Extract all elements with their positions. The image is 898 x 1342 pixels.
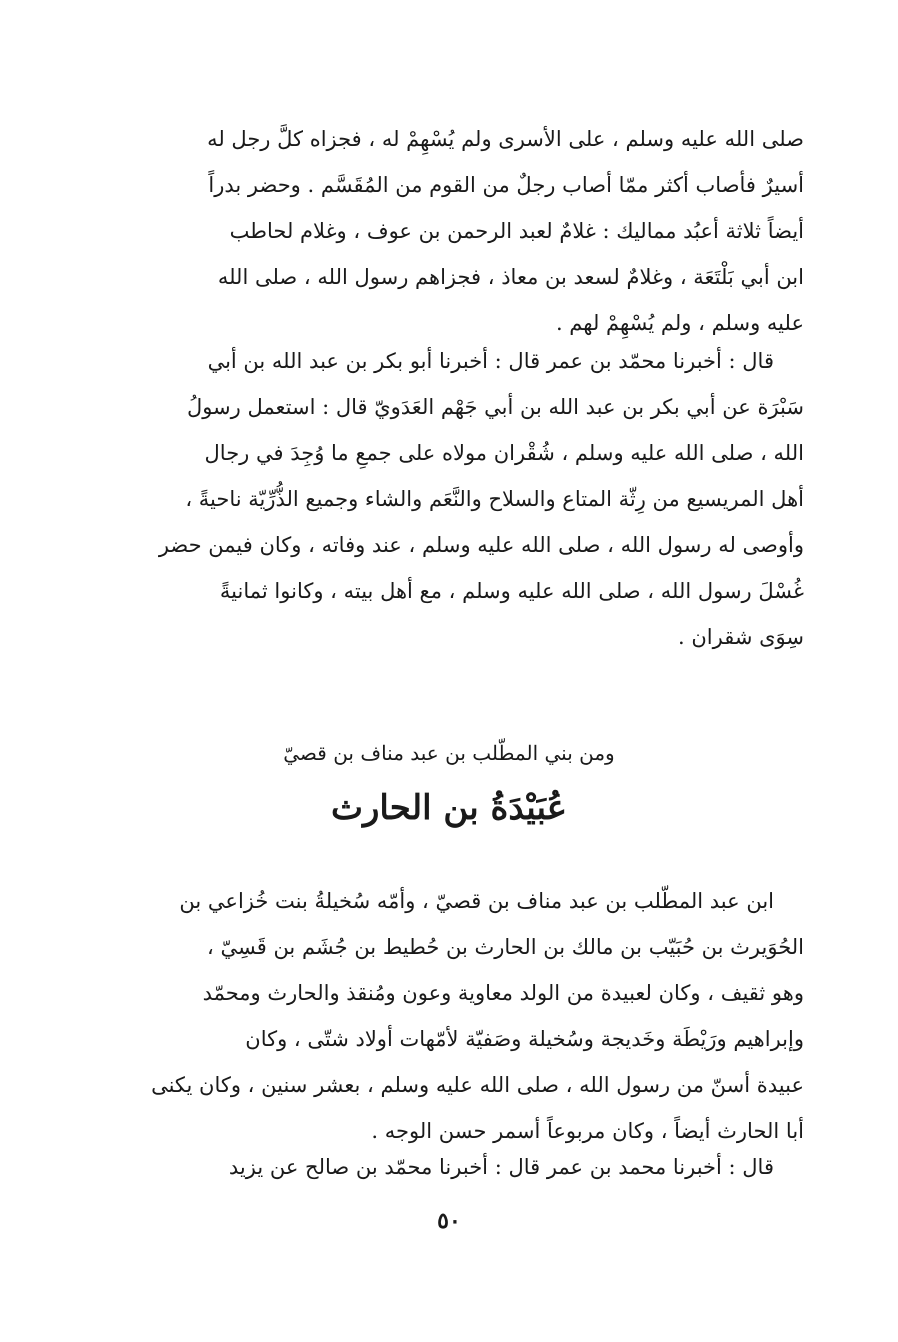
text-line: وهو ثقيف ، وكان لعبيدة من الولد معاوية وعون ومُنقذ والحارث ومحمّد [202, 981, 804, 1005]
text-line: الله ، صلى الله عليه وسلم ، شُقْران مولاه على جمعِ ما وُجِدَ في رجال [204, 441, 804, 465]
paragraph-3 [104, 878, 804, 1154]
text-line: غُسْلَ رسول الله ، صلى الله عليه وسلم ، مع أهل بيته ، وكانوا ثمانيةً [219, 579, 804, 603]
section-title: عُبَيْدَةُ بن الحارث [330, 788, 568, 828]
text-line: الحُوَيرث بن حُبَيّب بن مالك بن الحارث بن حُطيط بن جُشَم بن قَسِيّ ، [207, 935, 804, 959]
text-line: سِوَى شقران . [678, 625, 804, 649]
section-subheading: ومن بني المطّلب بن عبد مناف بن قصيّ [283, 741, 615, 765]
text-line: ابن عبد المطّلب بن عبد مناف بن قصيّ ، وأمّه سُخيلةُ بنت خُزاعي بن [179, 889, 774, 913]
text-line: قال : أخبرنا محمّد بن عمر قال : أخبرنا أبو بكر بن عبد الله بن أبي [207, 349, 774, 373]
text-line: قال : أخبرنا محمد بن عمر قال : أخبرنا محمّد بن صالح عن يزيد [228, 1155, 774, 1179]
paragraph-2 [104, 338, 804, 660]
text-line: أيضاً ثلاثة أعبُد مماليك : غلامٌ لعبد الرحمن بن عوف ، وغلام لحاطب [229, 219, 804, 243]
text-line: سَبْرَة عن أبي بكر بن عبد الله بن أبي جَهْم العَدَويّ قال : استعمل رسولُ [186, 395, 804, 419]
text-line: صلى الله عليه وسلم ، على الأسرى ولم يُسْهِمْ له ، فجزاه كلَّ رجل له [207, 127, 804, 151]
text-line: أبا الحارث أيضاً ، وكان مربوعاً أسمر حسن الوجه . [371, 1119, 804, 1143]
paragraph-4 [104, 1144, 804, 1190]
paragraph-1 [104, 116, 804, 346]
text-line: عبيدة أسنّ من رسول الله ، صلى الله عليه وسلم ، بعشر سنين ، وكان يكنى [151, 1073, 804, 1097]
text-line: أسيرٌ فأصاب أكثر ممّا أصاب رجلٌ من القوم من المُقَسَّم . وحضر بدراً [208, 173, 804, 197]
text-line: وأوصى له رسول الله ، صلى الله عليه وسلم ، عند وفاته ، وكان فيمن حضر [158, 533, 804, 557]
text-line: أهل المريسيع من رِثّة المتاع والسلاح والنَّعَم والشاء وجميع الذُّرِّيّة ناحيةً ، [185, 487, 804, 511]
text-line: ابن أبي بَلْتَعَة ، وغلامٌ لسعد بن معاذ ، فجزاهم رسول الله ، صلى الله [217, 265, 804, 289]
page-number: ٥٠ [437, 1208, 461, 1234]
text-line: عليه وسلم ، ولم يُسْهِمْ لهم . [555, 311, 804, 335]
text-line: وإبراهيم ورَيْطَة وخَديجة وسُخيلة وصَفيّة لأمّهات أولاد شتّى ، وكان [245, 1027, 804, 1051]
